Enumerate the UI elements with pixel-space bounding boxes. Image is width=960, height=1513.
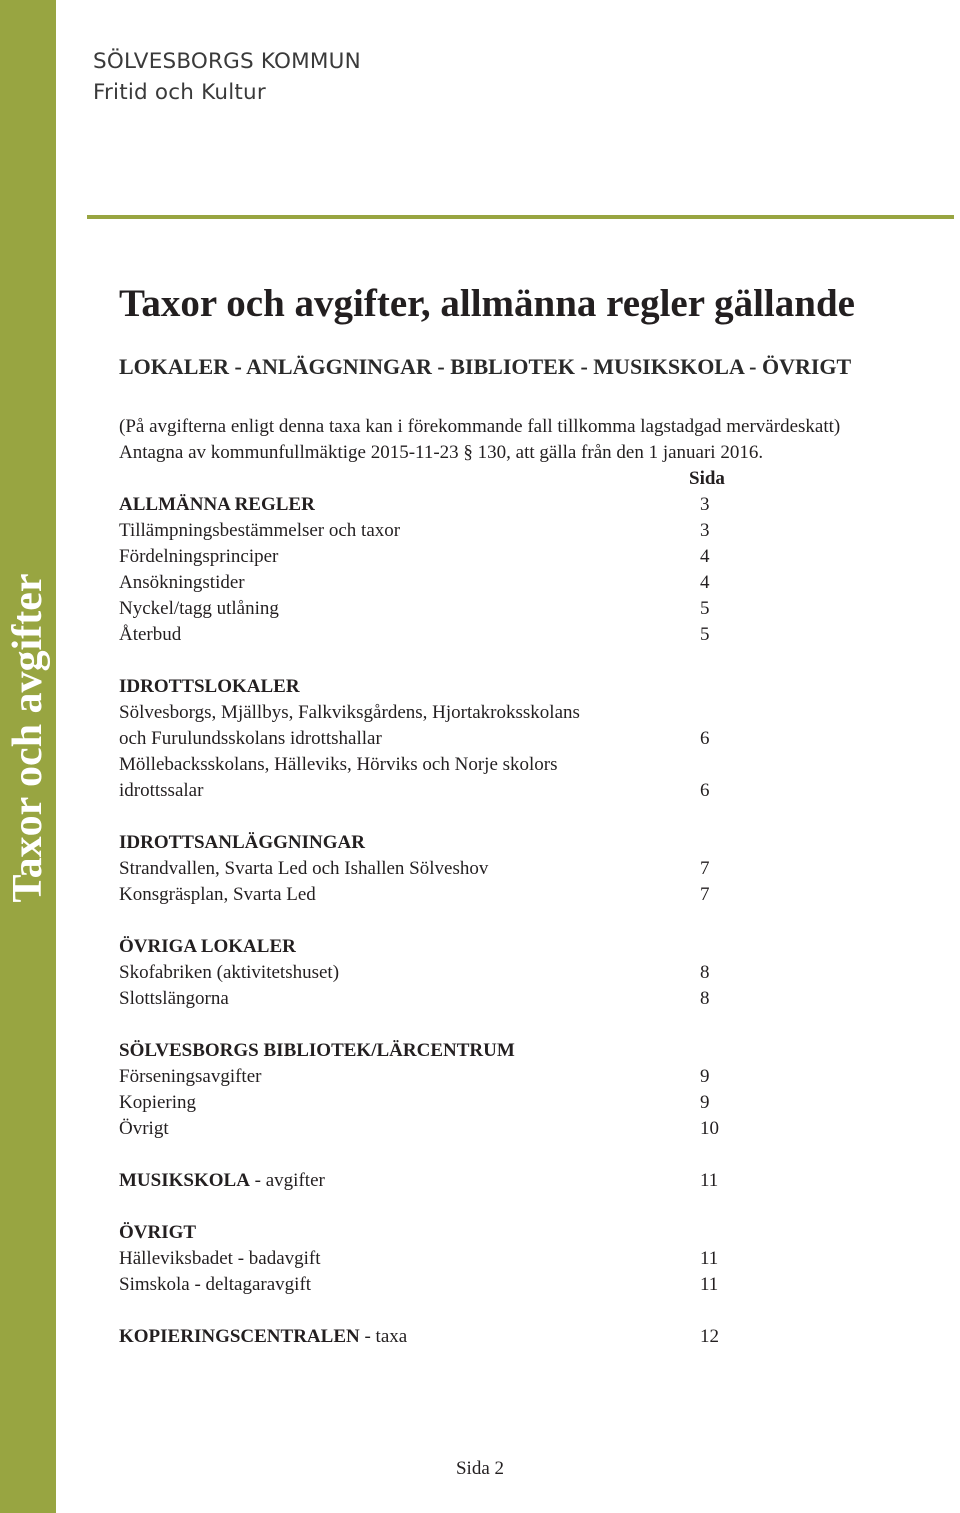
toc-row	[119, 1220, 759, 1246]
toc-page-number: 9	[700, 1092, 710, 1113]
toc-page-number: 10	[700, 1118, 719, 1139]
document-title: Taxor och avgifter, allmänna regler gällande	[119, 282, 855, 325]
toc-entry: Strandvallen, Svarta Led och Ishallen Sölveshov	[119, 858, 489, 879]
toc-page-number: 7	[700, 858, 710, 879]
toc-page-header: Sida	[689, 468, 725, 489]
toc-entry: Förseningsavgifter	[119, 1066, 262, 1087]
adoption-note: Antagna av kommunfullmäktige 2015-11-23 § 130, att gälla från den 1 januari 2016.	[119, 442, 764, 463]
toc-heading	[119, 1168, 325, 1194]
toc-entry: Slottslängorna	[119, 988, 229, 1009]
toc-page-number: 4	[700, 546, 710, 567]
sidebar-label: Taxor och avgifter	[5, 573, 51, 903]
toc-page-number: 8	[700, 988, 710, 1009]
toc-row	[119, 1116, 759, 1142]
toc-page-number: 8	[700, 962, 710, 983]
toc-heading: ÖVRIGA LOKALER	[119, 936, 296, 957]
toc-row	[119, 492, 759, 518]
toc-entry: Övrigt	[119, 1118, 169, 1139]
toc-page-number: 5	[700, 624, 710, 645]
toc-row	[119, 1064, 759, 1090]
vat-note: (På avgifterna enligt denna taxa kan i förekommande fall tillkomma lagstadgad mervärdeskatt)	[119, 416, 841, 437]
toc-entry: Simskola - deltagaravgift	[119, 1274, 312, 1295]
toc-row	[119, 752, 759, 778]
org-name: SÖLVESBORGS KOMMUN	[93, 49, 361, 74]
toc-entry: Skofabriken (aktivitetshuset)	[119, 962, 340, 983]
toc-entry: Ansökningstider	[119, 572, 245, 593]
toc-row	[119, 1090, 759, 1116]
header-divider	[87, 215, 954, 219]
toc-row	[119, 960, 759, 986]
toc-page-number: 9	[700, 1066, 710, 1087]
toc-heading-rest: - taxa	[359, 1326, 408, 1347]
toc-entry: Återbud	[119, 624, 182, 645]
toc-entry: Nyckel/tagg utlåning	[119, 598, 279, 619]
toc-page-number: 11	[700, 1170, 719, 1191]
toc-page-number: 11	[700, 1274, 719, 1295]
toc-heading	[119, 1324, 407, 1350]
toc-row	[119, 882, 759, 908]
page-footer	[0, 1458, 960, 1480]
toc-page-number: 7	[700, 884, 710, 905]
toc-page-number: 11	[700, 1248, 719, 1269]
organization-header	[93, 46, 361, 108]
toc-heading: IDROTTSLOKALER	[119, 676, 300, 697]
toc-row	[119, 1272, 759, 1298]
toc-row	[119, 544, 759, 570]
toc-heading: IDROTTSANLÄGGNINGAR	[119, 832, 365, 853]
toc-row	[119, 1038, 759, 1064]
toc-row	[119, 778, 759, 804]
toc-heading-bold: MUSIKSKOLA	[119, 1170, 250, 1191]
toc-entry: och Furulundsskolans idrottshallar	[119, 728, 382, 749]
toc-entry: Möllebacksskolans, Hälleviks, Hörviks och Norje skolors	[119, 754, 558, 775]
toc-row	[119, 856, 759, 882]
toc-page-number: 6	[700, 780, 710, 801]
toc-page-number: 6	[700, 728, 710, 749]
toc-row	[119, 596, 759, 622]
document-subtitle: LOKALER - ANLÄGGNINGAR - BIBLIOTEK - MUSIKSKOLA - ÖVRIGT	[119, 354, 852, 379]
toc-row	[119, 570, 759, 596]
toc-heading-bold: KOPIERINGSCENTRALEN	[119, 1326, 360, 1347]
document-note	[119, 414, 840, 466]
toc-row	[119, 700, 759, 726]
toc-row	[119, 674, 759, 700]
toc-heading: ALLMÄNNA REGLER	[119, 494, 315, 515]
toc-row	[119, 726, 759, 752]
toc-row	[119, 1246, 759, 1272]
toc-row	[119, 518, 759, 544]
toc-entry: Tillämpningsbestämmelser och taxor	[119, 520, 401, 541]
toc-page-number: 3	[700, 494, 710, 515]
page-number-label: Sida 2	[455, 1458, 505, 1479]
toc-row	[119, 1324, 759, 1350]
toc-entry: Konsgräsplan, Svarta Led	[119, 884, 316, 905]
toc-entry: Fördelningsprinciper	[119, 546, 279, 567]
toc-row	[119, 1168, 759, 1194]
toc-entry: Hälleviksbadet - badavgift	[119, 1248, 321, 1269]
toc-row	[119, 622, 759, 648]
sidebar-band	[0, 0, 56, 1513]
toc-heading-rest: - avgifter	[249, 1170, 325, 1191]
toc-page-number: 3	[700, 520, 710, 541]
toc-page-number: 4	[700, 572, 710, 593]
toc-heading: ÖVRIGT	[119, 1222, 197, 1243]
toc-page-number: 12	[700, 1326, 719, 1347]
toc-row	[119, 934, 759, 960]
toc-page-number: 5	[700, 598, 710, 619]
toc-entry: Sölvesborgs, Mjällbys, Falkviksgårdens, Hjortakroksskolans	[119, 702, 580, 723]
table-of-contents	[119, 466, 759, 1350]
toc-row	[119, 986, 759, 1012]
toc-heading: SÖLVESBORGS BIBLIOTEK/LÄRCENTRUM	[119, 1040, 515, 1061]
toc-entry: idrottssalar	[119, 780, 204, 801]
toc-entry: Kopiering	[119, 1092, 197, 1113]
toc-row	[119, 830, 759, 856]
org-department: Fritid och Kultur	[93, 80, 266, 105]
